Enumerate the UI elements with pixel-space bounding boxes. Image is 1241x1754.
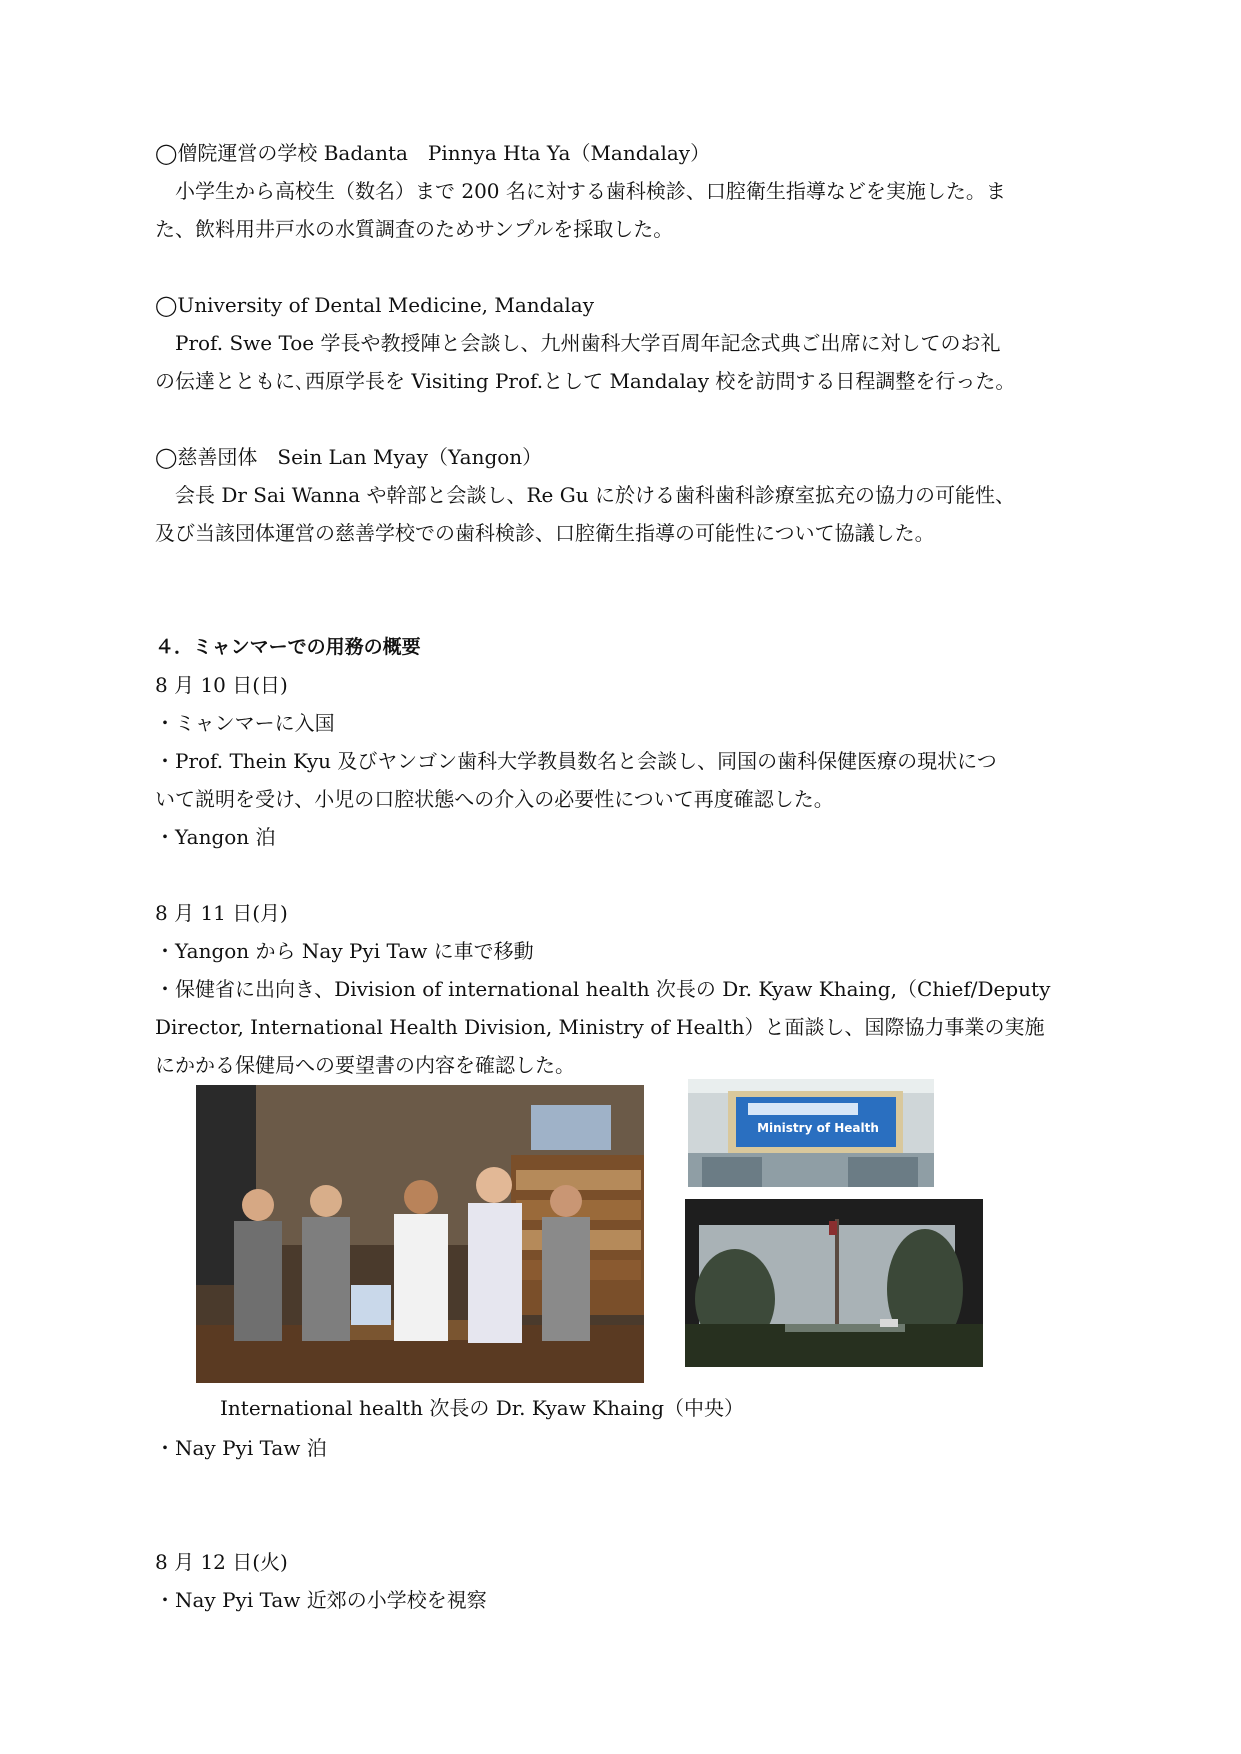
document-body-continued	[155, 1429, 1085, 1619]
section-heading-dental-university: ◯University of Dental Medicine, Mandalay	[155, 293, 595, 317]
photo-caption: International health 次長の Dr. Kyaw Khaing（中央）	[220, 1396, 745, 1420]
paragraph-line: 小学生から高校生（数名）まで 200 名に対する歯科検診、口腔衛生指導などを実施した。ま	[155, 179, 1006, 203]
paragraph-line: 会長 Dr Sai Wanna や幹部と会談し、Re Gu に於ける歯科歯科診療室拡充の協力の可能性、	[155, 483, 1015, 507]
group-meeting-photo	[196, 1085, 644, 1383]
bullet-item: ・Prof. Thein Kyu 及びヤンゴン歯科大学教員数名と会談し、同国の歯科保健医療の現状につ	[155, 749, 997, 773]
date-heading: 8 月 11 日(月)	[155, 901, 288, 925]
document-body	[155, 134, 1085, 1084]
bullet-item: ・Yangon 泊	[155, 825, 276, 849]
ministry-grounds-photo	[685, 1199, 983, 1367]
paragraph-line: Prof. Swe Toe 学長や教授陣と会談し、九州歯科大学百周年記念式典ご出席に対してのお礼	[155, 331, 1001, 355]
bullet-item: ・Nay Pyi Taw 泊	[155, 1436, 327, 1460]
ministry-sign-text: Ministry of Health	[757, 1121, 879, 1135]
date-heading: 8 月 10 日(日)	[155, 673, 288, 697]
paragraph-line: の伝達とともに､西原学長を Visiting Prof.として Mandalay 校を訪問する日程調整を行った。	[155, 369, 1016, 393]
date-heading: 8 月 12 日(火)	[155, 1550, 288, 1574]
paragraph-line: た、飲料用井戸水の水質調査のためサンプルを採取した。	[155, 217, 674, 241]
bullet-item-continuation: いて説明を受け、小児の口腔状態への介入の必要性について再度確認した。	[155, 787, 834, 811]
bullet-item: ・保健省に出向き、Division of international health 次長の Dr. Kyaw Khaing,（Chief/Deputy	[155, 977, 1051, 1001]
bullet-item: ・Yangon から Nay Pyi Taw に車で移動	[155, 939, 534, 963]
bullet-item-continuation: にかかる保健局への要望書の内容を確認した。	[155, 1053, 575, 1077]
section-heading-monastery-school: ◯僧院運営の学校 Badanta Pinnya Hta Ya（Mandalay）	[155, 141, 711, 165]
paragraph-line: 及び当該団体運営の慈善学校での歯科検診、口腔衛生指導の可能性について協議した。	[155, 521, 935, 545]
bullet-item: ・ミャンマーに入国	[155, 711, 335, 735]
ministry-sign-photo	[688, 1079, 934, 1187]
section-heading-charity: ◯慈善団体 Sein Lan Myay（Yangon）	[155, 445, 543, 469]
bullet-item-continuation: Director, International Health Division, Ministry of Health）と面談し、国際協力事業の実施	[155, 1015, 1045, 1039]
bullet-item: ・Nay Pyi Taw 近郊の小学校を視察	[155, 1588, 487, 1612]
section-title-myanmar-summary: ４．ミャンマーでの用務の概要	[155, 636, 421, 658]
